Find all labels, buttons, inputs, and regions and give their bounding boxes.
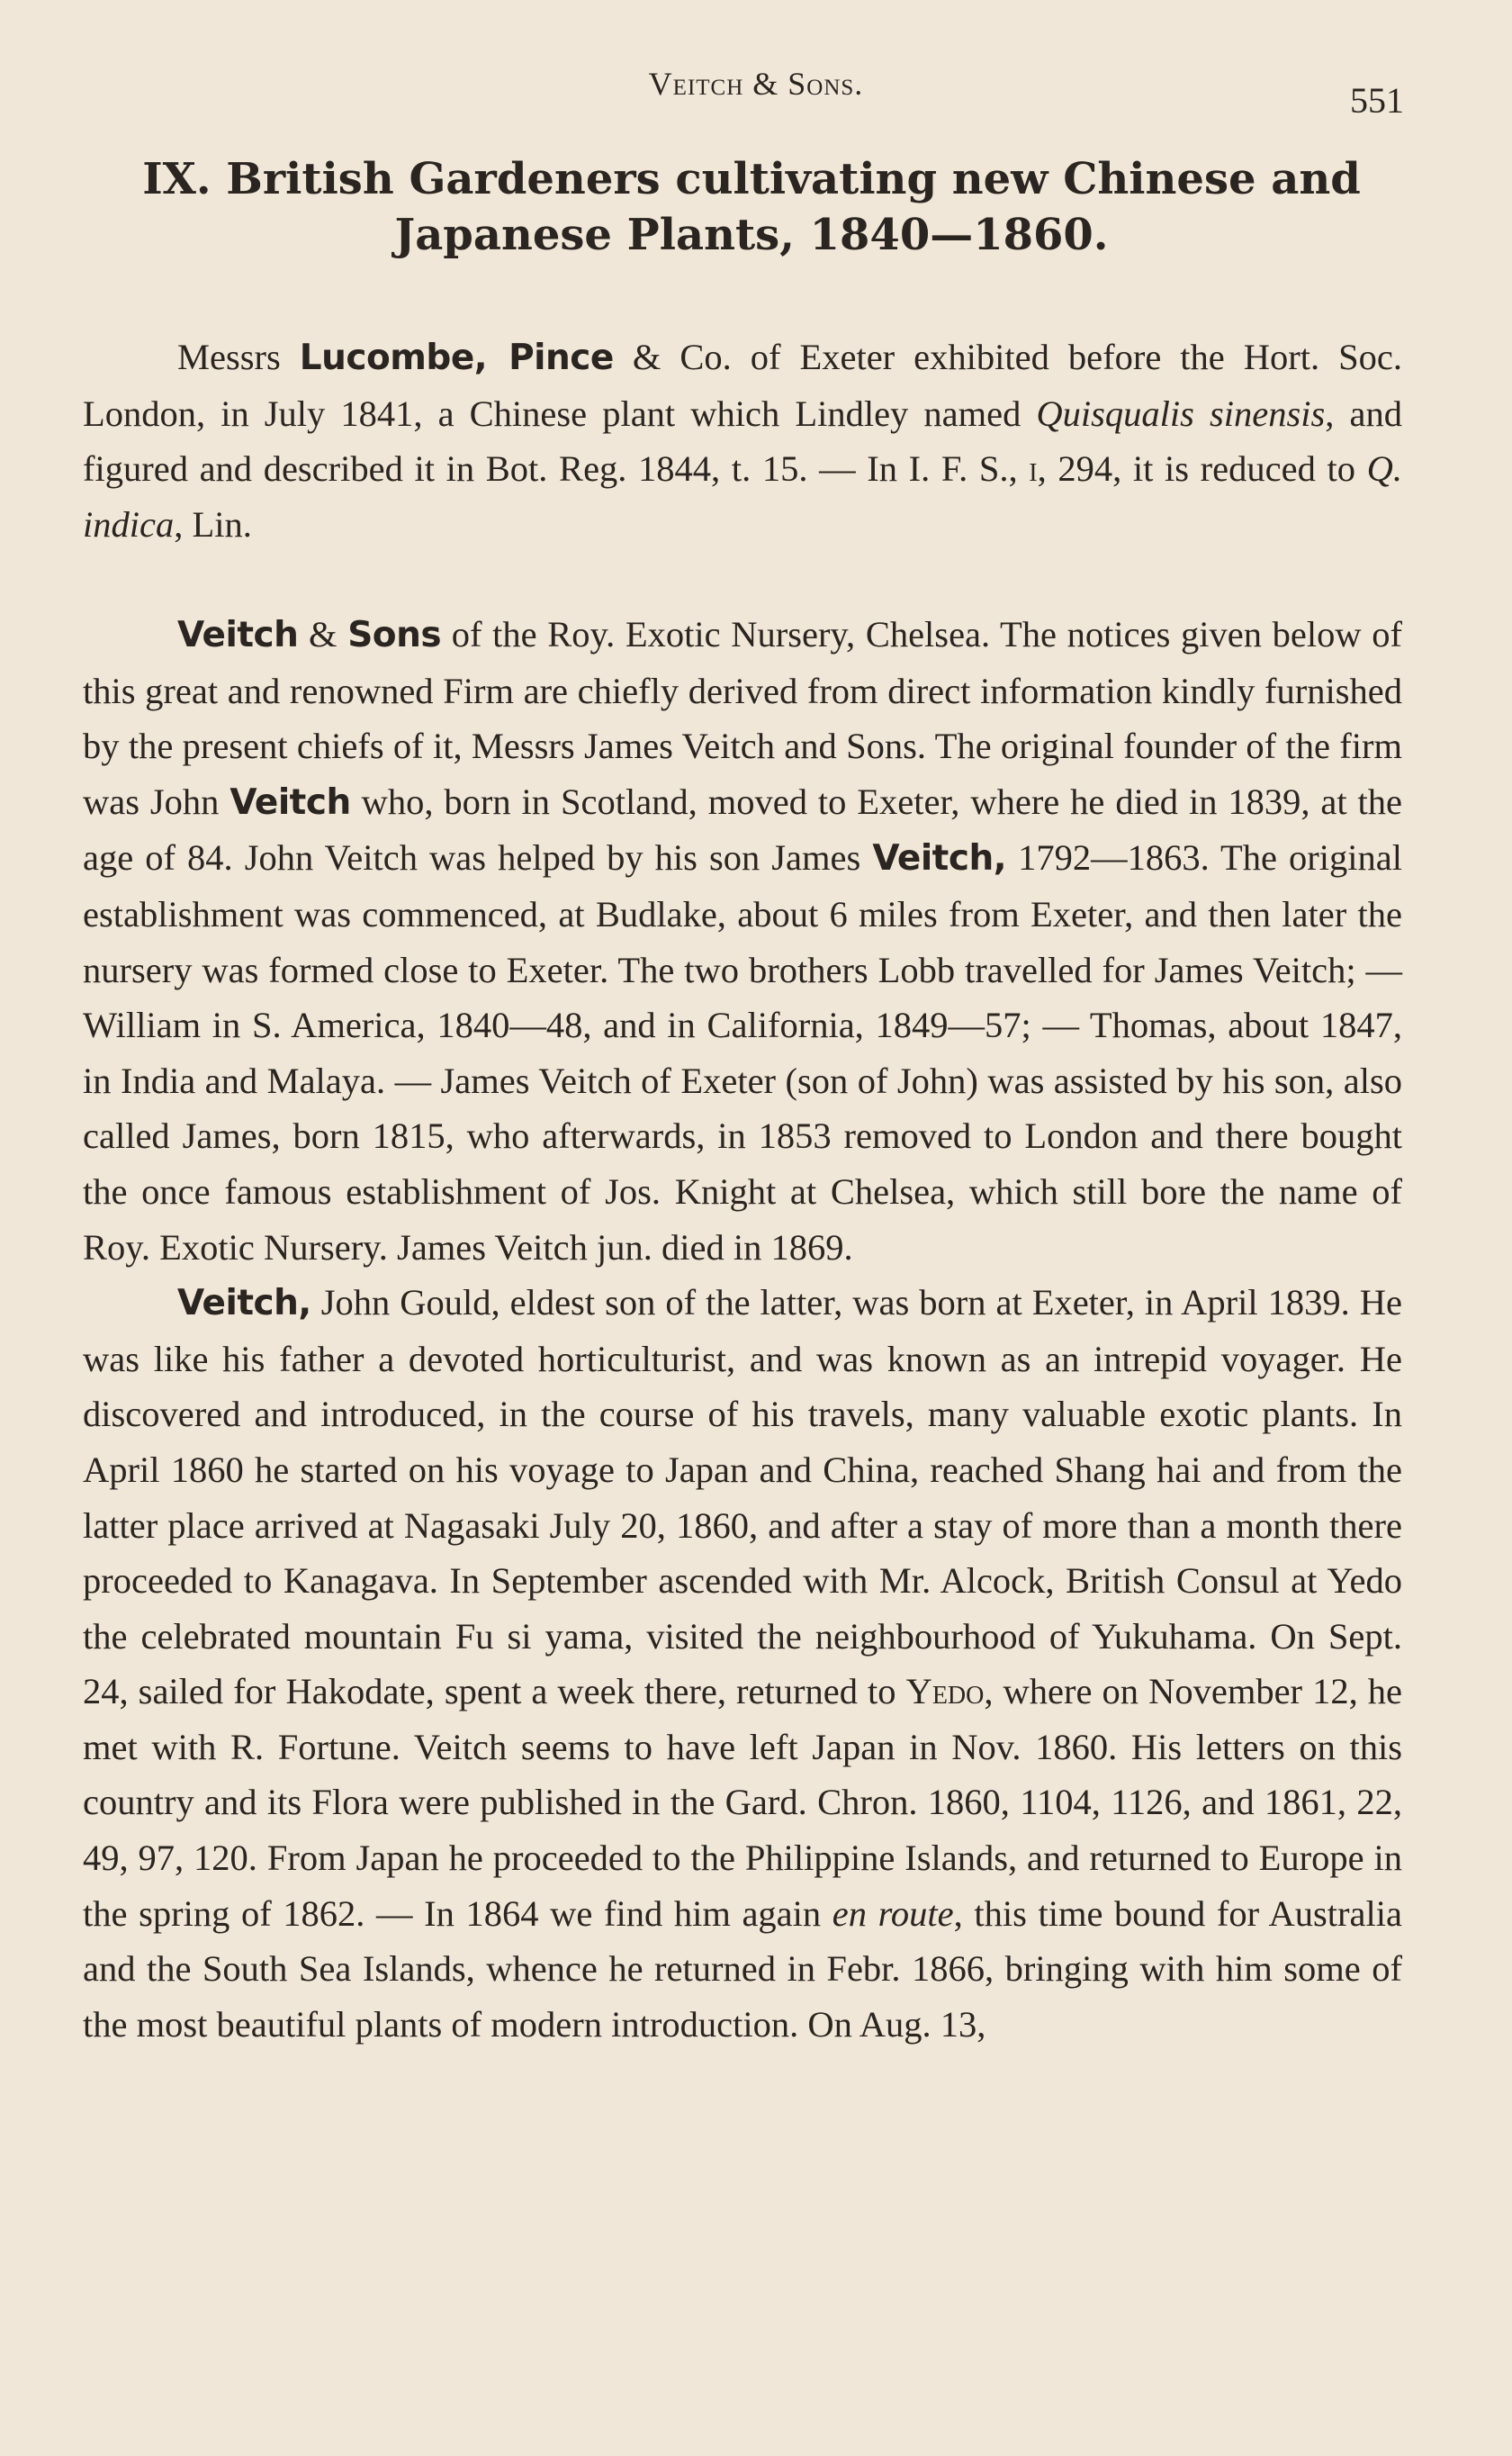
section-title-line-2: Japanese Plants, 1840—1860. (394, 210, 1109, 260)
taxon-quisqualis-indica: Q. indica (83, 448, 1402, 545)
running-title: Veitch & Sons. (648, 66, 864, 102)
paragraph-lucombe-pince: Messrs Lucombe, Pince & Co. of Exeter exhibited before the Hort. Soc. London, in July 1841, a Chinese plant which Lindley named Quisqualis sinensis, and figured and described it in Bot. Reg. 1844, t. 15. — In I. F. S., i, 294, it is reduced to Q. indica, Lin. (83, 337, 1403, 545)
name-james-veitch: Veitch, (872, 838, 1007, 880)
section-title (99, 151, 1404, 263)
section-body-veitch (83, 607, 1402, 2052)
paragraph-veitch-sons: Veitch & Sons of the Roy. Exotic Nursery, Chelsea. The notices given below of this great and renowned Firm are chiefly derived from direct information kindly furnished by the present chiefs of it, Messrs James Veitch and Sons. The original founder of the firm was John Veitch who, born in Scotland, moved to Exeter, where he died in 1839, at the age of 84. John Veitch was helped by his son James Veitch, 1792—1863. The original establishment was commenced, at Budlake, about 6 miles from Exeter, and then later the nursery was formed close to Exeter. The two brothers Lobb travelled for James Veitch; — William in S. America, 1840—48, and in California, 1849—57; — Thomas, about 1847, in India and Malaya. — James Veitch of Exeter (son of John) was assisted by his son, also called James, born 1815, who afterwards, in 1853 removed to London and there bought the once famous establishment of Jos. Knight at Chelsea, which still bore the name of Roy. Exotic Nursery. James Veitch jun. died in 1869. (83, 614, 1403, 1268)
section-title-line-1: IX. British Gardeners cultivating new Chinese and (142, 154, 1361, 204)
name-veitch-john-gould: Veitch, (177, 1283, 311, 1324)
phrase-en-route: en route (832, 1892, 954, 1934)
page-header (0, 65, 1512, 119)
name-veitch: Veitch (177, 615, 299, 655)
name-john-veitch: Veitch (230, 781, 351, 823)
name-sons: Sons (347, 615, 442, 655)
name-lucombe-pince: Lucombe, Pince (299, 338, 614, 378)
place-yedo: Yedo (905, 1671, 985, 1712)
page-number: 551 (1350, 80, 1404, 121)
taxon-quisqualis-sinensis: Quisqualis sinensis (1036, 393, 1326, 434)
paragraph-john-gould-veitch: Veitch, John Gould, eldest son of the latter, was born at Exeter, in April 1839. He was like his father a devoted horticulturist, and was known as an intrepid voyager. He discovered and introduced, in the course of his travels, many valuable exotic plants. In April 1860 he started on his voyage to Japan and China, reached Shang hai and from the latter place arrived at Nagasaki July 20, 1860, and after a stay of more than a month there proceeded to Kanagava. In September ascended with Mr. Alcock, British Consul at Yedo the celebrated mountain Fu si yama, visited the neighbourhood of Yukuhama. On Sept. 24, sailed for Hakodate, spent a week there, returned to Yedo, where on November 12, he met with R. Fortune. Veitch seems to have left Japan in Nov. 1860. His letters on this country and its Flora were published in the Gard. Chron. 1860, 1104, 1126, and 1861, 22, 49, 97, 120. From Japan he proceeded to the Philippine Islands, and returned to Europe in the spring of 1862. — In 1864 we find him again en route, this time bound for Australia and the South Sea Islands, whence he returned in Febr. 1866, bringing with him some of the most beautiful plants of modern introduction. On Aug. 13, (83, 1282, 1402, 2045)
